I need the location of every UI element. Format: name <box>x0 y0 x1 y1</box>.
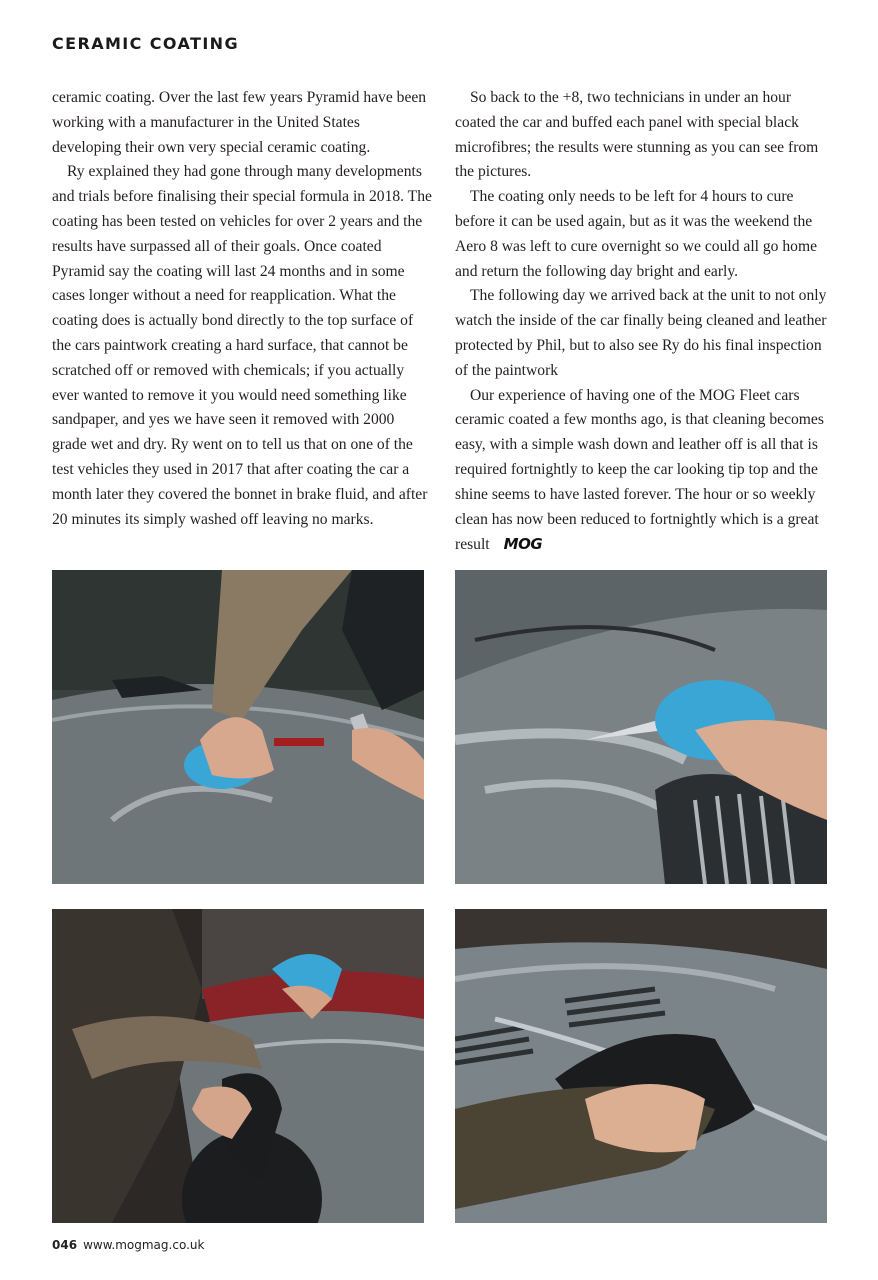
article-paragraph: ceramic coating. Over the last few years Pyramid have been working with a manufacturer in the United States developing their own very special ceramic coating. <box>52 89 427 156</box>
article-column-left <box>52 86 432 532</box>
article-column-right <box>455 86 831 558</box>
photo-applicator-near-grille <box>455 570 827 884</box>
photo-applicator-on-wing <box>52 570 424 884</box>
section-title: CERAMIC COATING <box>52 34 240 53</box>
page-footer <box>52 1238 204 1252</box>
article-paragraph-last <box>455 384 831 559</box>
article-paragraph-text: Our experience of having one of the MOG Fleet cars ceramic coated a few months ago, is that cleaning becomes easy, with a simple wash down and leather off is all that is required fortnightly to keep the car looking tip top and the shine seems to have lasted forever. The hour or so weekly clean has now been reduced to fortnightly which is a great result <box>455 386 824 554</box>
photo-illustration <box>52 909 424 1223</box>
article-paragraph: The following day we arrived back at the unit to not only watch the inside of the car finally being cleaned and leather protected by Phil, but to also see Ry do his final inspection of the paintwork <box>455 287 827 379</box>
photo-illustration <box>52 570 424 884</box>
photo-wiping-bonnet-vents <box>455 909 827 1223</box>
website-url: www.mogmag.co.uk <box>83 1238 205 1252</box>
article-paragraph: So back to the +8, two technicians in under an hour coated the car and buffed each panel with special black microfibres; the results were stunning as you can see from the pictures. <box>455 89 819 181</box>
mog-end-logo: MOG <box>503 535 543 554</box>
photo-wiping-side-panel <box>52 909 424 1223</box>
page-number: 046 <box>52 1238 78 1252</box>
article-paragraph: The coating only needs to be left for 4 hours to cure before it can be used again, but as it was the weekend the Aero 8 was left to cure overnight so we could all go home and return the following day bright and early. <box>455 188 818 280</box>
photo-illustration <box>455 909 827 1223</box>
photo-illustration <box>455 570 827 884</box>
article-paragraph: Ry explained they had gone through many developments and trials before finalising their special formula in 2018. The coating has been tested on vehicles for over 2 years and the results have surpassed all of their goals. Once coated Pyramid say the coating will last 24 months and in some cases longer without a need for reapplication. What the coating does is actually bond directly to the top surface of the cars paintwork creating a hard surface, that cannot be scratched off or removed with chemicals; if you actually ever wanted to remove it you would need something like sandpaper, and yes we have seen it removed with 2000 grade wet and dry. Ry went on to tell us that on one of the test vehicles they used in 2017 that after coating the car a month later they covered the bonnet in brake fluid, and after 20 minutes its simply washed off leaving no marks. <box>52 163 432 528</box>
